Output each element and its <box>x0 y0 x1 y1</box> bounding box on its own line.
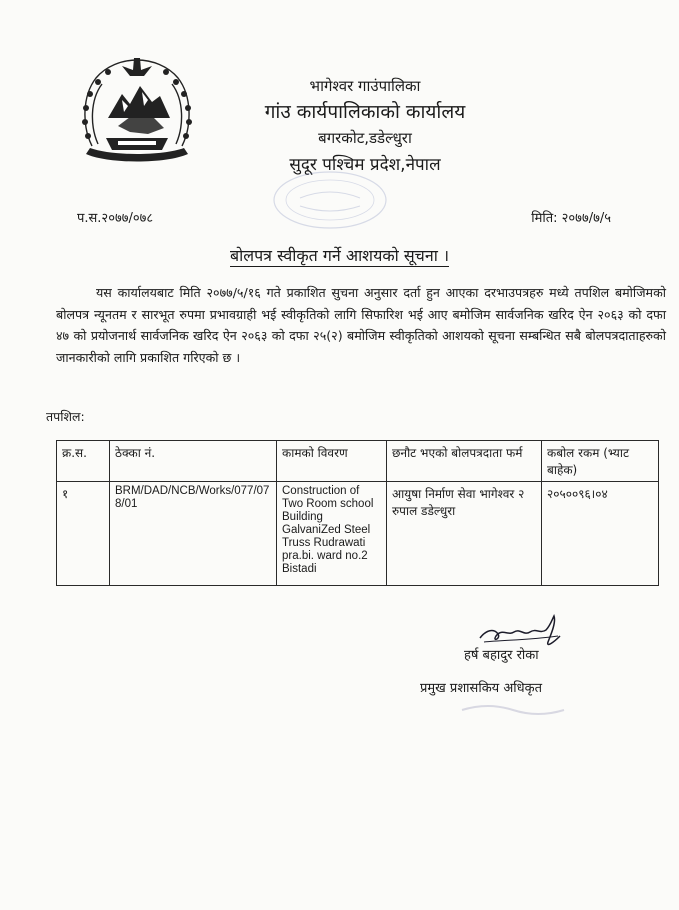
faint-seal-icon <box>458 700 568 720</box>
province-name: सुदूर पश्चिम प्रदेश,नेपाल <box>289 155 441 175</box>
office-name: गांउ कार्यपालिकाको कार्यालय <box>264 101 466 123</box>
notice-date: मिति: २०७७/७/५ <box>531 211 611 226</box>
office-address: बगरकोट,डडेल्धुरा <box>318 129 412 147</box>
header-contract-no: ठेक्का नं. <box>110 441 277 482</box>
signatory-title: प्रमुख प्रशासकिय अधिकृत <box>420 681 543 696</box>
cell-contract-no: BRM/DAD/NCB/Works/077/078/01 <box>110 482 277 586</box>
header-firm: छनौट भएको बोलपत्रदाता फर्म <box>387 441 542 482</box>
reference-number: प.स.२०७७/०७८ <box>77 211 154 226</box>
header-serial: क्र.स. <box>57 441 110 482</box>
cell-firm: आयुषा निर्माण सेवा भागेश्वर २ रुपाल डडेल्धुरा <box>387 482 542 586</box>
details-label: तपशिल: <box>46 409 85 424</box>
notice-body: यस कार्यालयबाट मिति २०७७/५/१६ गते प्रकाशित सुचना अनुसार दर्ता हुन आएका दरभाउपत्रहरु मध्ये तपशिल बमोजिमको बोलपत्र न्यूनतम र सारभूत रुपमा प्रभावग्राही भई स्वीकृतिको लागि सिफारिश भई आए बमोजिम सार्वजनिक खरिद ऐन २०६३ को दफा ४७ को प्रयोजनार्थ सार्वजनिक खरिद ऐन २०६३ को दफा २५(२) बमोजिम स्वीकृतिको आशयको सूचना सम्बन्धित सबै बोलपत्रदाताहरुको जानकारीको लागि प्रकाशित गरिएको छ । <box>56 285 666 365</box>
cell-description: Construction of Two Room school Building GalvaniZed Steel Truss Rudrawati pra.bi. ward no.2 Bistadi <box>277 482 387 586</box>
contract-table <box>56 440 659 586</box>
signatory-name: हर्ष बहादुर रोका <box>464 648 539 663</box>
table-row <box>57 482 659 586</box>
header-description: कामको विवरण <box>277 441 387 482</box>
nepal-emblem-icon <box>78 56 196 164</box>
notice-title <box>0 244 679 266</box>
header-amount: कबोल रकम (भ्याट बाहेक) <box>542 441 659 482</box>
office-header <box>205 68 525 175</box>
office-stamp-icon <box>270 168 390 232</box>
municipality-name: भागेश्वर गाउंपालिका <box>309 77 421 95</box>
table-header-row <box>57 441 659 482</box>
notice-title-text: बोलपत्र स्वीकृत गर्ने आशयको सूचना । <box>229 246 450 265</box>
cell-serial: १ <box>57 482 110 586</box>
cell-amount: २०५००९६।०४ <box>542 482 659 586</box>
